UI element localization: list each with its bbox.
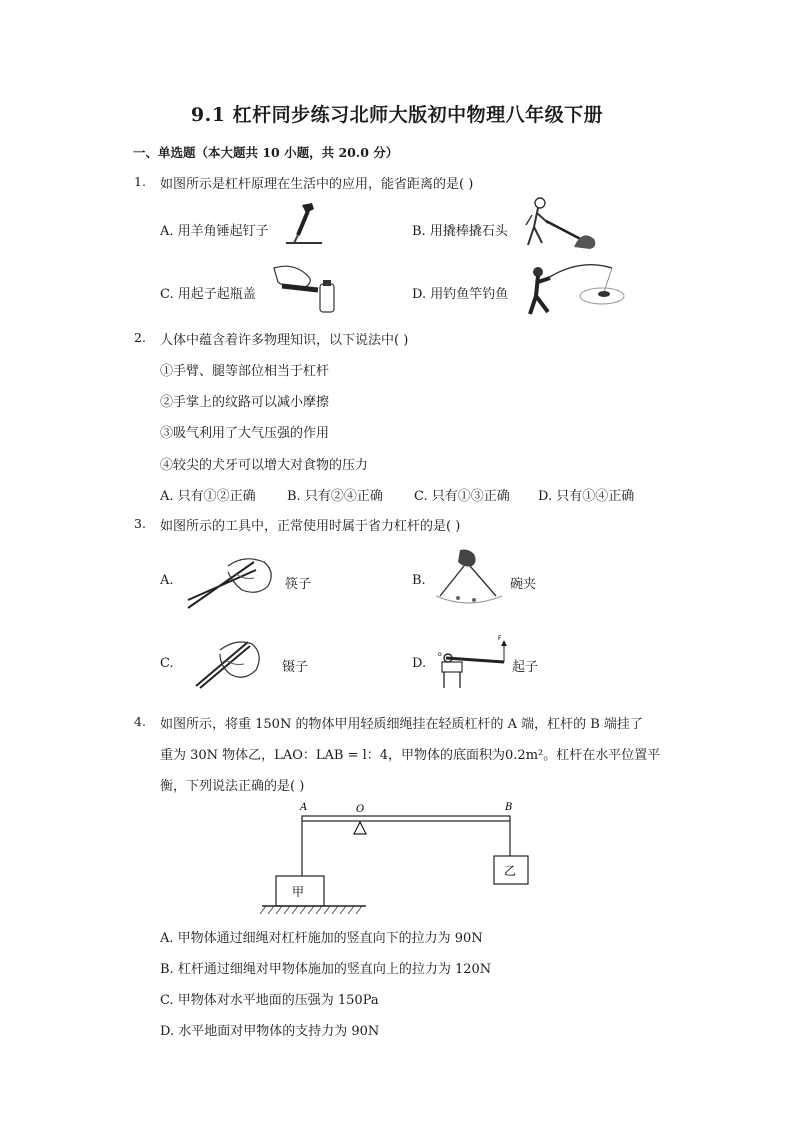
label-b: B xyxy=(505,802,513,813)
question-4-number: 4. xyxy=(134,714,146,729)
q3-caption-b: 碗夹 xyxy=(510,577,537,592)
box-jia-label: 甲 xyxy=(292,885,305,899)
bowl-clamp-icon xyxy=(434,548,506,610)
q2-option-d[interactable]: D. 只有①④正确 xyxy=(538,489,635,504)
q2-option-b[interactable]: B. 只有②④正确 xyxy=(287,489,383,504)
q1-option-c[interactable]: C. 用起子起瓶盖 xyxy=(160,287,256,302)
q2-statement-1: ①手臂、腿等部位相当于杠杆 xyxy=(160,364,330,379)
svg-text:o: o xyxy=(438,651,442,658)
q3-option-b[interactable]: B. xyxy=(412,573,426,588)
q3-option-d[interactable]: D. xyxy=(412,656,427,671)
label-a: A xyxy=(300,802,308,813)
q3-caption-d: 起子 xyxy=(512,660,539,675)
question-4-stem-line-2: 重为 30N 物体乙，LAO：LAB = l：4，甲物体的底面积为0.2m²。杠杆在水平位置平 xyxy=(160,748,661,763)
lever-diagram xyxy=(258,798,548,916)
q4-option-c[interactable]: C. 甲物体对水平地面的压强为 150Pa xyxy=(160,993,379,1008)
question-3-number: 3. xyxy=(134,516,146,531)
tweezers-icon xyxy=(190,630,268,690)
q3-caption-a: 筷子 xyxy=(285,577,312,592)
q1-option-d[interactable]: D. 用钓鱼竿钓鱼 xyxy=(412,287,509,302)
q2-statement-4: ④较尖的犬牙可以增大对食物的压力 xyxy=(160,458,369,473)
section-heading: 一、单选题（本大题共 10 小题，共 20.0 分） xyxy=(133,145,399,160)
q4-option-d[interactable]: D. 水平地面对甲物体的支持力为 90N xyxy=(160,1024,380,1039)
fulcrum xyxy=(354,822,366,834)
fishing-rod-icon xyxy=(520,258,625,318)
q3-caption-c: 镊子 xyxy=(282,660,309,675)
hammer-nail-icon xyxy=(284,201,324,249)
q2-option-a[interactable]: A. 只有①②正确 xyxy=(160,489,256,504)
question-2-stem: 人体中蕴含着许多物理知识，以下说法中( ) xyxy=(160,333,409,348)
question-4-stem-line-3: 衡，下列说法正确的是( ) xyxy=(160,779,305,794)
label-o: O xyxy=(356,804,365,815)
q2-statement-2: ②手掌上的纹路可以减小摩擦 xyxy=(160,395,330,410)
q3-option-c[interactable]: C. xyxy=(160,656,174,671)
svg-text:F: F xyxy=(498,635,502,642)
q2-option-c[interactable]: C. 只有①③正确 xyxy=(414,489,510,504)
question-4-stem-line-1: 如图所示，将重 150N 的物体甲用轻质细绳挂在轻质杠杆的 A 端，杠杆的 B 端挂了 xyxy=(160,717,643,732)
page-title: 9.1 杠杆同步练习北师大版初中物理八年级下册 xyxy=(190,104,604,126)
q1-option-a[interactable]: A. 用羊角锤起钉子 xyxy=(160,224,269,239)
question-1-number: 1. xyxy=(134,174,146,189)
question-3-stem: 如图所示的工具中，正常使用时属于省力杠杆的是( ) xyxy=(160,519,461,534)
q3-option-a[interactable]: A. xyxy=(160,573,174,588)
q4-option-a[interactable]: A. 甲物体通过细绳对杠杆施加的竖直向下的拉力为 90N xyxy=(160,931,483,946)
q1-option-b[interactable]: B. 用撬棒撬石头 xyxy=(412,224,508,239)
q4-option-b[interactable]: B. 杠杆通过细绳对甲物体施加的竖直向上的拉力为 120N xyxy=(160,962,492,977)
question-2-number: 2. xyxy=(134,330,146,345)
bottle-opener-icon xyxy=(268,262,348,314)
chopsticks-icon xyxy=(184,550,279,612)
q2-statement-3: ③吸气利用了大气压强的作用 xyxy=(160,426,330,441)
bottle-opener-lever-icon xyxy=(436,632,514,690)
lever-bar xyxy=(302,816,510,821)
crowbar-worker-icon xyxy=(518,195,598,253)
box-yi-label: 乙 xyxy=(504,864,517,878)
question-1-stem: 如图所示是杠杆原理在生活中的应用，能省距离的是( ) xyxy=(160,177,474,192)
